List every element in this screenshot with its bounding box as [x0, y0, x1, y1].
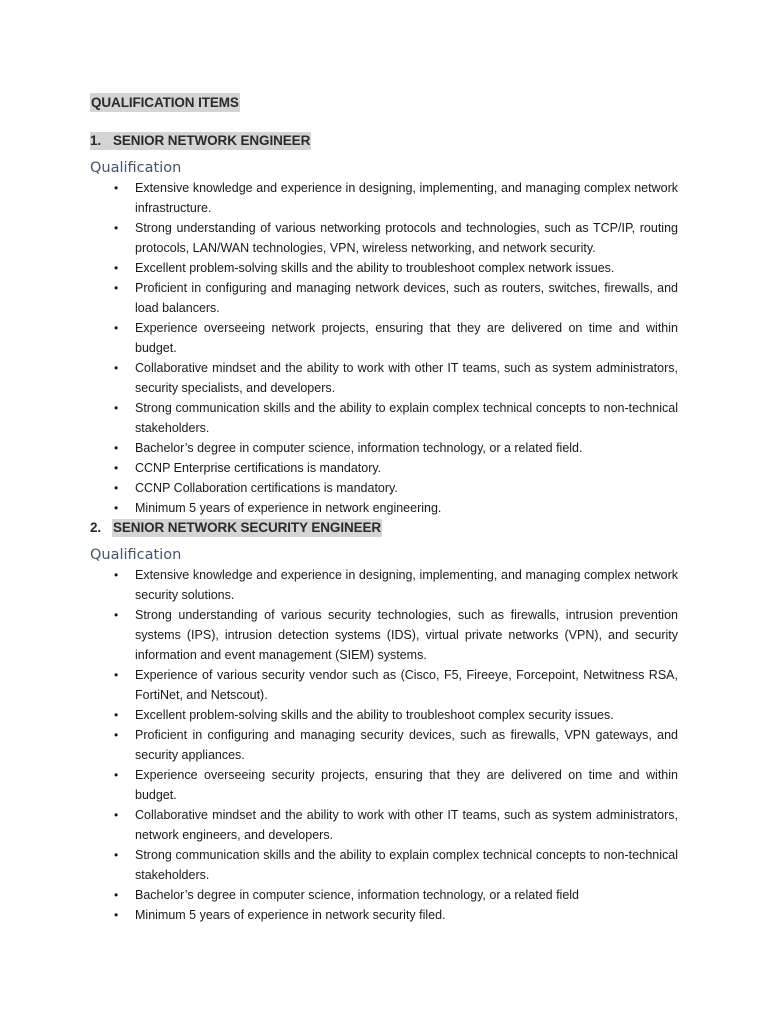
- list-item-text: Extensive knowledge and experience in designing, implementing, and managing complex network security solutions.: [135, 568, 678, 602]
- list-item: [90, 498, 678, 518]
- bullet-icon: •: [114, 261, 119, 275]
- list-item: [90, 358, 678, 398]
- list-item-text: Bachelor’s degree in computer science, information technology, or a related field: [135, 888, 580, 902]
- section-senior-network-engineer: [90, 132, 678, 518]
- section-heading: [90, 132, 678, 150]
- section-title: SENIOR NETWORK ENGINEER: [113, 133, 311, 148]
- section-number: 2.: [90, 520, 102, 535]
- list-item-text: CCNP Enterprise certifications is mandatory.: [135, 461, 382, 475]
- list-item: [90, 765, 678, 805]
- list-item: [90, 565, 678, 605]
- list-item-text: Strong understanding of various security technologies, such as firewalls, intrusion prevention systems (IPS), intrusion detection systems (IDS), virtual private networks (VPN), and security information and event management (SIEM) systems.: [135, 608, 678, 662]
- list-item-text: Extensive knowledge and experience in designing, implementing, and managing complex network infrastructure.: [135, 181, 678, 215]
- bullet-icon: •: [114, 401, 119, 415]
- bullet-icon: •: [114, 461, 119, 475]
- list-item-text: Minimum 5 years of experience in network engineering.: [135, 501, 442, 515]
- qualification-list: [90, 178, 678, 518]
- list-item-text: Experience overseeing network projects, ensuring that they are delivered on time and within budget.: [135, 321, 678, 355]
- bullet-icon: •: [114, 668, 119, 682]
- qualification-heading: Qualification: [90, 160, 182, 176]
- list-item: [90, 478, 678, 498]
- list-item-text: Strong communication skills and the ability to explain complex technical concepts to non-technical stakeholders.: [135, 848, 678, 882]
- bullet-icon: •: [114, 321, 119, 335]
- bullet-icon: •: [114, 708, 119, 722]
- bullet-icon: •: [114, 848, 119, 862]
- list-item-text: Excellent problem-solving skills and the ability to troubleshoot complex network issues.: [135, 261, 615, 275]
- qualification-list: [90, 565, 678, 925]
- list-item-text: Experience of various security vendor such as (Cisco, F5, Fireeye, Forcepoint, Netwitness RSA, FortiNet, and Netscout).: [135, 668, 678, 702]
- list-item-text: Collaborative mindset and the ability to work with other IT teams, such as system administrators, network engineers, and developers.: [135, 808, 678, 842]
- list-item: [90, 278, 678, 318]
- list-item: [90, 458, 678, 478]
- bullet-icon: •: [114, 808, 119, 822]
- list-item: [90, 178, 678, 218]
- list-item-text: Minimum 5 years of experience in network security filed.: [135, 908, 446, 922]
- bullet-icon: •: [114, 568, 119, 582]
- section-senior-network-security-engineer: [90, 519, 678, 925]
- list-item-text: Proficient in configuring and managing security devices, such as firewalls, VPN gateways, and security appliances.: [135, 728, 678, 762]
- bullet-icon: •: [114, 608, 119, 622]
- list-item: [90, 398, 678, 438]
- list-item: [90, 218, 678, 258]
- bullet-icon: •: [114, 501, 119, 515]
- bullet-icon: •: [114, 768, 119, 782]
- bullet-icon: •: [114, 481, 119, 495]
- list-item: [90, 318, 678, 358]
- bullet-icon: •: [114, 908, 119, 922]
- bullet-icon: •: [114, 888, 119, 902]
- list-item: [90, 258, 678, 278]
- list-item-text: CCNP Collaboration certifications is mandatory.: [135, 481, 398, 495]
- qualification-heading: Qualification: [90, 547, 182, 563]
- bullet-icon: •: [114, 441, 119, 455]
- list-item: [90, 605, 678, 665]
- list-item: [90, 885, 678, 905]
- list-item: [90, 705, 678, 725]
- list-item: [90, 805, 678, 845]
- list-item: [90, 665, 678, 705]
- section-title: SENIOR NETWORK SECURITY ENGINEER: [113, 520, 382, 535]
- list-item-text: Bachelor’s degree in computer science, information technology, or a related field.: [135, 441, 583, 455]
- bullet-icon: •: [114, 728, 119, 742]
- list-item: [90, 845, 678, 885]
- list-item-text: Proficient in configuring and managing network devices, such as routers, switches, firewalls, and load balancers.: [135, 281, 678, 315]
- list-item: [90, 438, 678, 458]
- bullet-icon: •: [114, 281, 119, 295]
- list-item-text: Collaborative mindset and the ability to work with other IT teams, such as system administrators, security specialists, and developers.: [135, 361, 678, 395]
- list-item-text: Experience overseeing security projects, ensuring that they are delivered on time and within budget.: [135, 768, 678, 802]
- bullet-icon: •: [114, 361, 119, 375]
- section-heading: [90, 519, 678, 537]
- list-item-text: Strong communication skills and the ability to explain complex technical concepts to non-technical stakeholders.: [135, 401, 678, 435]
- list-item: [90, 905, 678, 925]
- bullet-icon: •: [114, 221, 119, 235]
- list-item: [90, 725, 678, 765]
- bullet-icon: •: [114, 181, 119, 195]
- section-number: 1.: [90, 132, 112, 150]
- list-item-text: Strong understanding of various networking protocols and technologies, such as TCP/IP, routing protocols, LAN/WAN technologies, VPN, wireless networking, and network security.: [135, 221, 678, 255]
- document-title: QUALIFICATION ITEMS: [91, 95, 239, 110]
- list-item-text: Excellent problem-solving skills and the ability to troubleshoot complex security issues.: [135, 708, 614, 722]
